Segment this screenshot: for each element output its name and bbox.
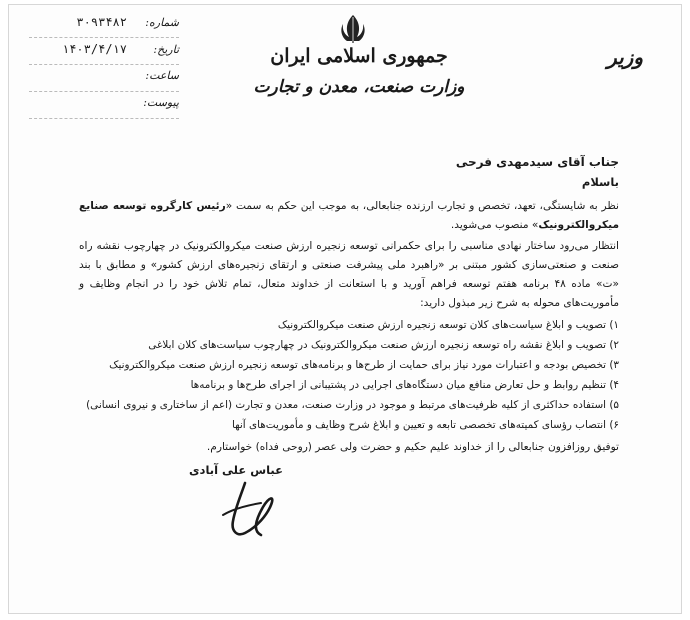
duty-item-5: ۵) استفاده حداکثری از کلیه ظرفیت‌های مرتبط و موجود در وزارت صنعت، معدن و تجارت (اعم از ساختاری و نیروی انسانی) bbox=[86, 399, 619, 411]
attachment-label: پیوست: bbox=[143, 96, 179, 109]
date-label: تاریخ: bbox=[153, 43, 179, 56]
duty-item-3: ۳) تخصیص بودجه و اعتبارات مورد نیاز برای حمایت از طرح‌ها و برنامه‌های توسعه زنجیره ارزش صنعت میکروالکترونیک bbox=[109, 359, 619, 371]
attachment-row bbox=[29, 96, 179, 119]
appointment-text-a: نظر به شایستگی، تعهد، تخصص و تجارب ارزنده جنابعالی، به موجب این حکم به سمت « bbox=[225, 200, 619, 212]
date-row bbox=[29, 42, 179, 65]
number-row bbox=[29, 15, 179, 38]
ministry-title: وزارت صنعت، معدن و تجارت bbox=[253, 77, 465, 97]
iran-emblem-icon bbox=[335, 11, 371, 47]
greeting: باسلام bbox=[581, 175, 619, 189]
duty-item-6: ۶) انتصاب رؤسای کمیته‌های تخصصی تابعه و تعیین و ابلاغ شرح وظایف و مأموریت‌های آنها bbox=[231, 419, 619, 431]
time-row bbox=[29, 69, 179, 92]
closing-text: توفیق روزافزون جنابعالی را از خداوند علیم حکیم و حضرت ولی عصر (روحی فداه) خواستارم. bbox=[206, 441, 619, 453]
duty-item-1: ۱) تصویب و ابلاغ سیاست‌های کلان توسعه زنجیره ارزش صنعت میکروالکترونیک bbox=[277, 319, 619, 331]
letter-body bbox=[79, 155, 619, 468]
salutation: جناب آقای سیدمهدی فرحی bbox=[455, 155, 619, 169]
date-value: ۱۴۰۳/۴/۱۷ bbox=[61, 42, 127, 56]
duty-item-2: ۲) تصویب و ابلاغ نقشه راه توسعه زنجیره ارزش صنعت میکروالکترونیک در چهارچوب سیاست‌های کلان ابلاغی bbox=[148, 339, 619, 351]
expectations-paragraph: انتظار می‌رود ساختار نهادی مناسبی را برای حکمرانی توسعه زنجیره ارزش صنعت میکروالکترونیک در چهارچوب نقشه راه صنعت و صنعتی‌سازی کشور مبتنی بر «راهبرد ملی پیشرفت صنعتی و ارتقای زنجیره‌های ارزش کشور» و مطابق با بند «ت» ماده ۴۸ برنامه هفتم توسعه فراهم آورید و با استعانت از خداوند متعال، تمام تلاش خود را در انجام وظایف و مأموریت‌های محوله به شرح زیر مبذول دارید: bbox=[79, 240, 619, 309]
minister-title: وزیر bbox=[607, 45, 643, 69]
letter-metadata bbox=[29, 15, 179, 123]
duty-item-4: ۴) تنظیم روابط و حل تعارض منافع میان دستگاه‌های اجرایی در پشتیبانی از اجرای طرح‌ها و برنامه‌ها bbox=[190, 379, 619, 391]
appointment-text-b: » منصوب می‌شوید. bbox=[450, 219, 539, 231]
signer-name: عباس علی آبادی bbox=[189, 463, 283, 477]
number-label: شماره: bbox=[145, 16, 179, 29]
letter-page bbox=[8, 4, 682, 614]
handwritten-signature bbox=[205, 475, 295, 545]
number-value: ۳۰۹۳۴۸۲ bbox=[76, 15, 127, 29]
time-label: ساعت: bbox=[145, 69, 179, 82]
appointment-paragraph bbox=[79, 197, 619, 235]
republic-title: جمهوری اسلامی ایران bbox=[270, 45, 448, 67]
appointment-title: رئیس کارگروه توسعه صنایع میکروالکترونیک bbox=[79, 200, 619, 231]
